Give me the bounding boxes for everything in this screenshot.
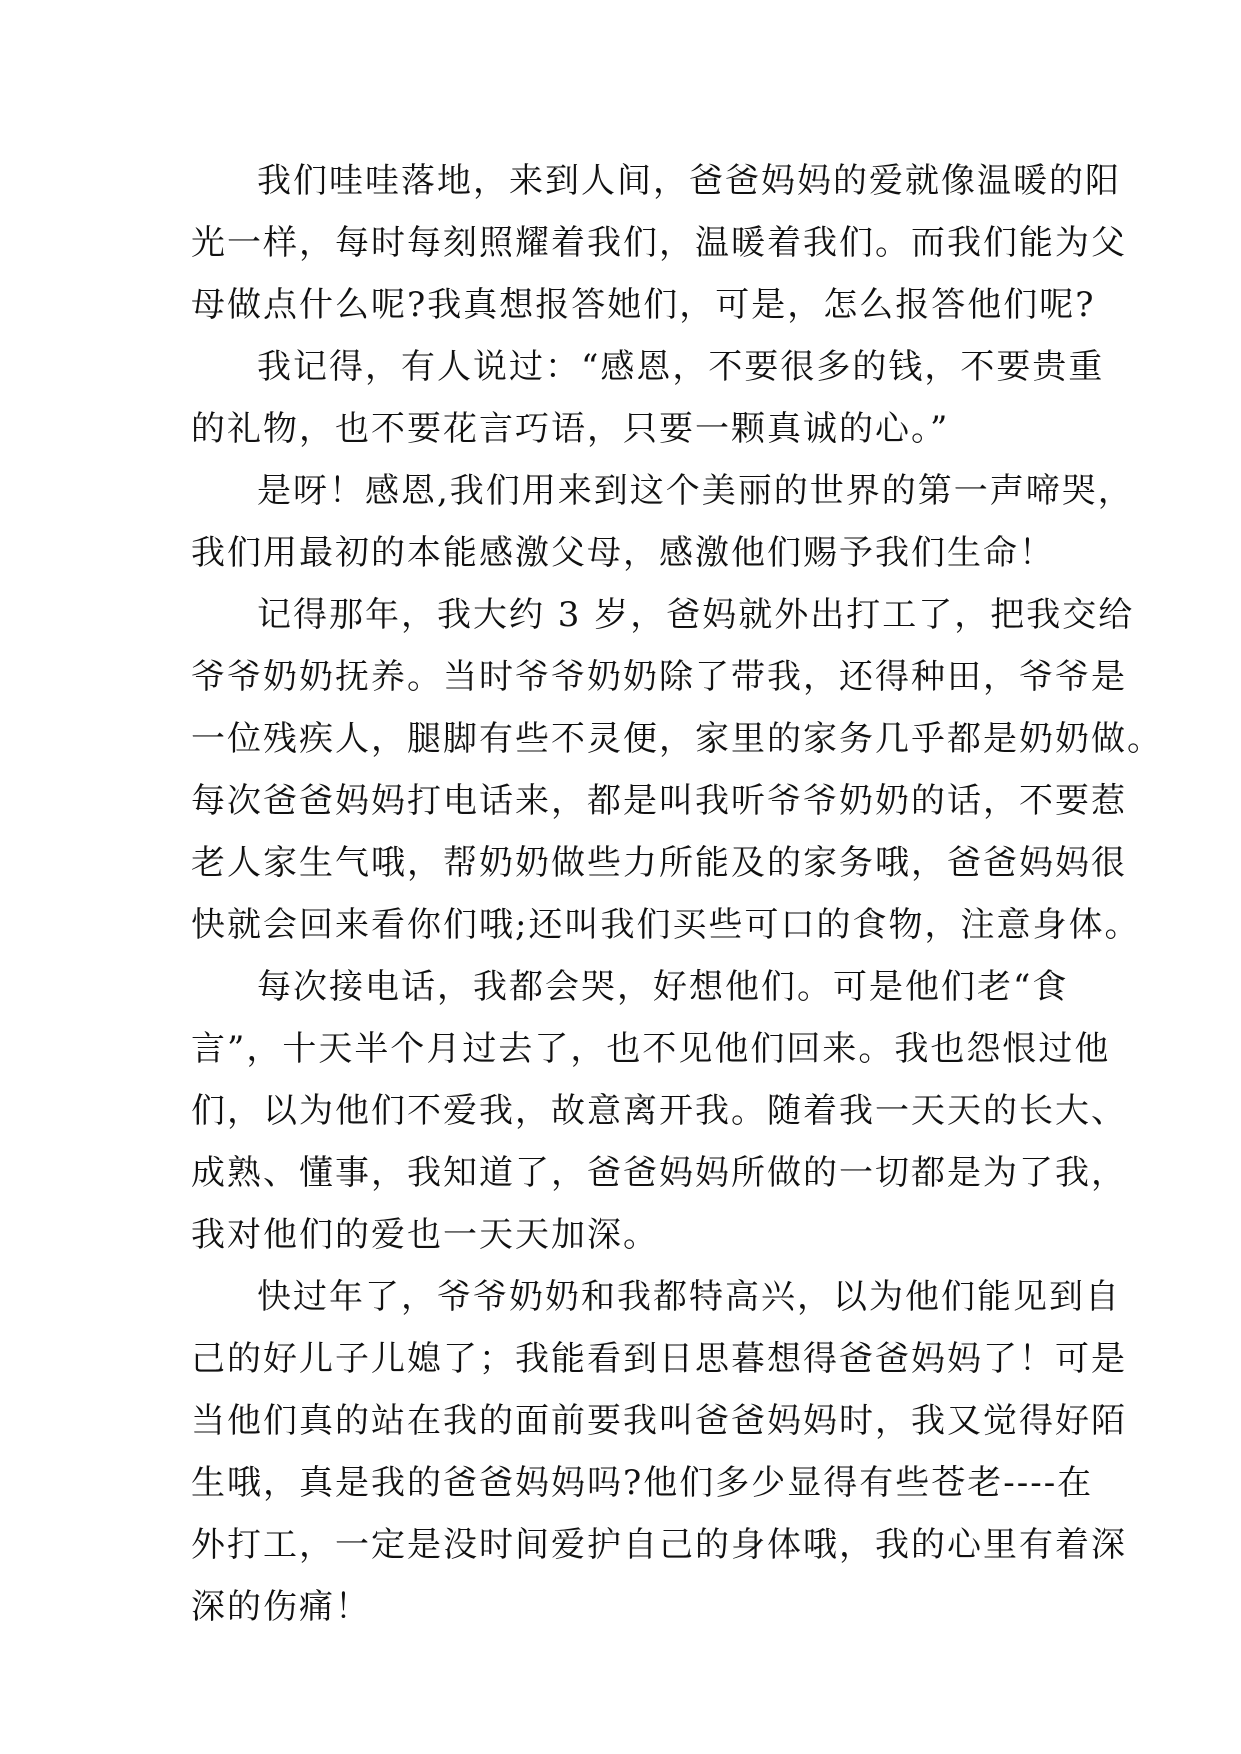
text-line: 深的伤痛！	[191, 1587, 371, 1627]
text-line: 是呀！感恩,我们用来到这个美丽的世界的第一声啼哭，	[257, 471, 1134, 511]
paragraph-5	[191, 956, 1127, 1266]
paragraph-6	[191, 1266, 1127, 1638]
text-line: 我记得，有人说过：“感恩，不要很多的钱，不要贵重	[257, 347, 1105, 387]
paragraph-4	[191, 584, 1163, 956]
text-line: 老人家生气哦，帮奶奶做些力所能及的家务哦，爸爸妈妈很	[191, 843, 1127, 883]
text-line: 母做点什么呢?我真想报答她们，可是，怎么报答他们呢?	[191, 285, 1096, 325]
paragraph-3	[191, 460, 1134, 584]
text-line: 们，以为他们不爱我，故意离开我。随着我一天天的长大、	[191, 1091, 1127, 1131]
text-line: 一位残疾人，腿脚有些不灵便，家里的家务几乎都是奶奶做。	[191, 719, 1163, 759]
text-line: 每次爸爸妈妈打电话来，都是叫我听爷爷奶奶的话，不要惹	[191, 781, 1127, 821]
text-line: 当他们真的站在我的面前要我叫爸爸妈妈时，我又觉得好陌	[191, 1401, 1127, 1441]
text-line: 成熟、懂事，我知道了，爸爸妈妈所做的一切都是为了我，	[191, 1153, 1127, 1193]
paragraph-2	[191, 336, 1105, 460]
text-line: 快就会回来看你们哦;还叫我们买些可口的食物，注意身体。	[191, 905, 1141, 945]
text-line: 我对他们的爱也一天天加深。	[191, 1215, 659, 1255]
text-line: 己的好儿子儿媳了；我能看到日思暮想得爸爸妈妈了！可是	[191, 1339, 1127, 1379]
text-line: 光一样，每时每刻照耀着我们，温暖着我们。而我们能为父	[191, 223, 1127, 263]
paragraph-1	[191, 150, 1127, 336]
text-line: 每次接电话，我都会哭，好想他们。可是他们老“食	[257, 967, 1069, 1007]
text-line: 外打工，一定是没时间爱护自己的身体哦，我的心里有着深	[191, 1525, 1127, 1565]
text-line: 记得那年，我大约 3 岁，爸妈就外出打工了，把我交给	[257, 595, 1135, 635]
text-line: 言”，十天半个月过去了，也不见他们回来。我也怨恨过他	[191, 1029, 1111, 1069]
text-line: 快过年了，爷爷奶奶和我都特高兴，以为他们能见到自	[257, 1277, 1121, 1317]
document-body	[191, 150, 1163, 1638]
text-line: 我们用最初的本能感激父母，感激他们赐予我们生命！	[191, 533, 1055, 573]
text-line: 爷爷奶奶抚养。当时爷爷奶奶除了带我，还得种田，爷爷是	[191, 657, 1127, 697]
text-line: 我们哇哇落地，来到人间，爸爸妈妈的爱就像温暖的阳	[257, 161, 1121, 201]
text-line: 的礼物，也不要花言巧语，只要一颗真诚的心。”	[191, 409, 950, 449]
text-line: 生哦，真是我的爸爸妈妈吗?他们多少显得有些苍老----在	[191, 1463, 1094, 1503]
